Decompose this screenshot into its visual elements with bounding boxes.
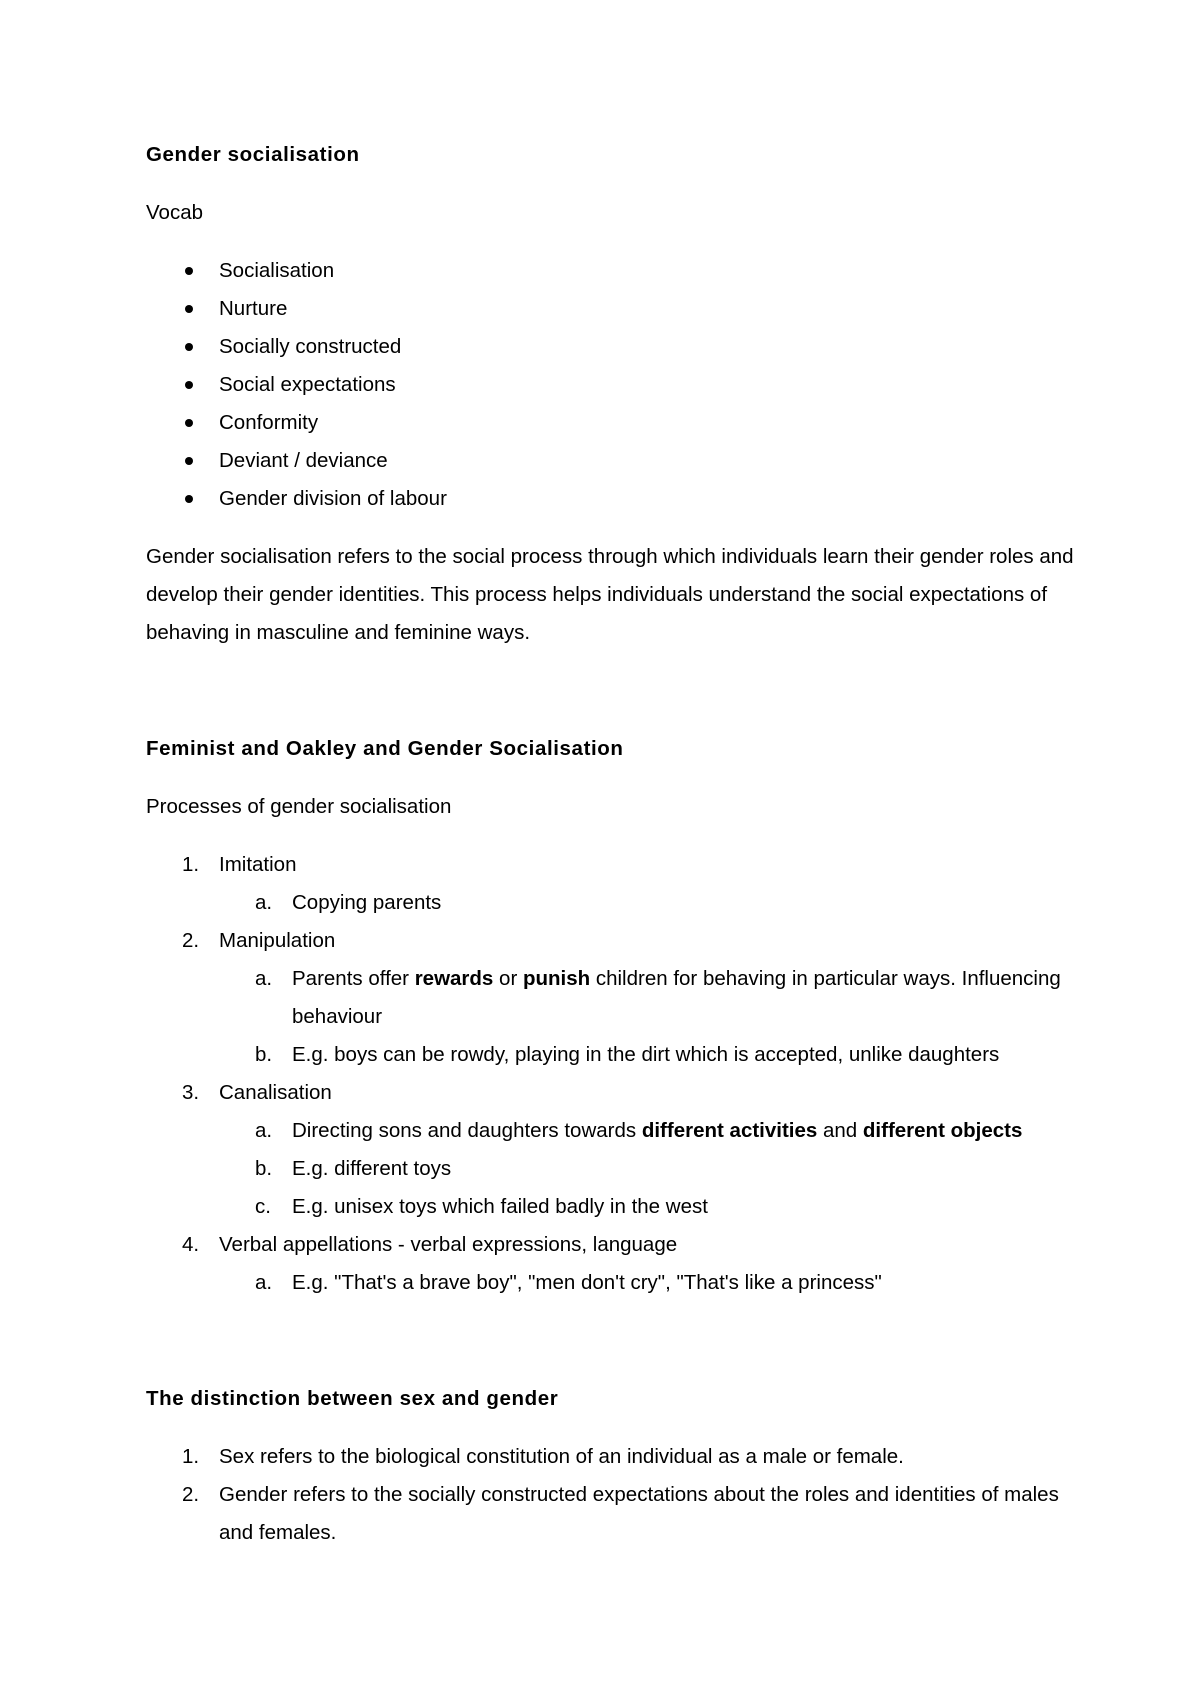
list-item-text: Gender refers to the socially constructed expectations about the roles and identities of males and females. bbox=[219, 1483, 1059, 1544]
sub-item bbox=[219, 1188, 1076, 1226]
sub-item-text: Copying parents bbox=[292, 891, 442, 914]
sub-item-text-pre: Directing sons and daughters towards bbox=[292, 1119, 642, 1142]
list-letter: c. bbox=[255, 1195, 271, 1218]
document-page bbox=[146, 136, 1076, 1552]
sub-list bbox=[219, 1112, 1076, 1226]
sub-item bbox=[219, 884, 1076, 922]
sub-list bbox=[219, 960, 1076, 1074]
vocab-item: Socially constructed bbox=[146, 328, 1076, 366]
list-item bbox=[146, 1476, 1076, 1552]
section-heading-feminist-oakley: Feminist and Oakley and Gender Socialisation bbox=[146, 737, 624, 760]
vocab-label: Vocab bbox=[146, 201, 203, 224]
vocab-item: Conformity bbox=[146, 404, 1076, 442]
list-item bbox=[146, 1438, 1076, 1476]
sub-item bbox=[219, 1264, 1076, 1302]
list-letter: a. bbox=[255, 891, 273, 914]
vocab-item: Social expectations bbox=[146, 366, 1076, 404]
list-letter: b. bbox=[255, 1157, 273, 1180]
list-item-text: Sex refers to the biological constitution of an individual as a male or female. bbox=[219, 1445, 904, 1468]
process-item-canalisation bbox=[146, 1074, 1076, 1226]
process-label: Canalisation bbox=[219, 1081, 332, 1104]
list-number: 2. bbox=[182, 929, 200, 952]
list-number: 2. bbox=[182, 1483, 200, 1506]
process-item-verbal-appellations bbox=[146, 1226, 1076, 1302]
sub-item-text-post: children for behaving in particular ways. Influencing behaviour bbox=[292, 967, 1061, 1028]
vocab-item: Deviant / deviance bbox=[146, 442, 1076, 480]
bold-term-different-activities: different activities bbox=[641, 1119, 818, 1142]
process-item-manipulation bbox=[146, 922, 1076, 1074]
sub-item-text-pre: Parents offer bbox=[292, 967, 415, 990]
list-number: 4. bbox=[182, 1233, 200, 1256]
vocab-item: Socialisation bbox=[146, 252, 1076, 290]
list-letter: b. bbox=[255, 1043, 273, 1066]
processes-list bbox=[146, 846, 1076, 1302]
sub-item-text: E.g. boys can be rowdy, playing in the dirt which is accepted, unlike daughters bbox=[292, 1043, 1000, 1066]
vocab-item: Gender division of labour bbox=[146, 480, 1076, 518]
vocab-item: Nurture bbox=[146, 290, 1076, 328]
sub-item-text: E.g. "That's a brave boy", "men don't cry", "That's like a princess" bbox=[292, 1271, 882, 1294]
bold-term-different-objects: different objects bbox=[862, 1119, 1023, 1142]
process-label: Verbal appellations - verbal expressions, language bbox=[219, 1233, 678, 1256]
processes-subtitle: Processes of gender socialisation bbox=[146, 795, 452, 818]
sub-item-text: E.g. unisex toys which failed badly in the west bbox=[292, 1195, 708, 1218]
list-number: 3. bbox=[182, 1081, 200, 1104]
section-heading-sex-and-gender: The distinction between sex and gender bbox=[146, 1387, 559, 1410]
sub-item bbox=[219, 1150, 1076, 1188]
process-label: Manipulation bbox=[219, 929, 336, 952]
list-letter: a. bbox=[255, 1271, 273, 1294]
bold-term-punish: punish bbox=[522, 967, 591, 990]
list-number: 1. bbox=[182, 853, 200, 876]
sub-item bbox=[219, 1036, 1076, 1074]
bold-term-rewards: rewards bbox=[414, 967, 494, 990]
sub-item bbox=[219, 1112, 1076, 1150]
sub-list bbox=[219, 1264, 1076, 1302]
list-letter: a. bbox=[255, 967, 273, 990]
list-number: 1. bbox=[182, 1445, 200, 1468]
sub-item-text-mid: or bbox=[493, 967, 523, 990]
process-label: Imitation bbox=[219, 853, 297, 876]
list-letter: a. bbox=[255, 1119, 273, 1142]
vocab-list bbox=[146, 252, 1076, 518]
sub-item-text: E.g. different toys bbox=[292, 1157, 452, 1180]
section-heading-gender-socialisation: Gender socialisation bbox=[146, 143, 360, 166]
sub-list bbox=[219, 884, 1076, 922]
process-item-imitation bbox=[146, 846, 1076, 922]
definition-paragraph: Gender socialisation refers to the social process through which individuals learn their gender roles and develop their gender identities. This process helps individuals understand the social expectations of behaving in masculine and feminine ways. bbox=[146, 545, 1074, 644]
sex-gender-list bbox=[146, 1438, 1076, 1552]
sub-item bbox=[219, 960, 1076, 1036]
sub-item-text-mid: and bbox=[817, 1119, 863, 1142]
